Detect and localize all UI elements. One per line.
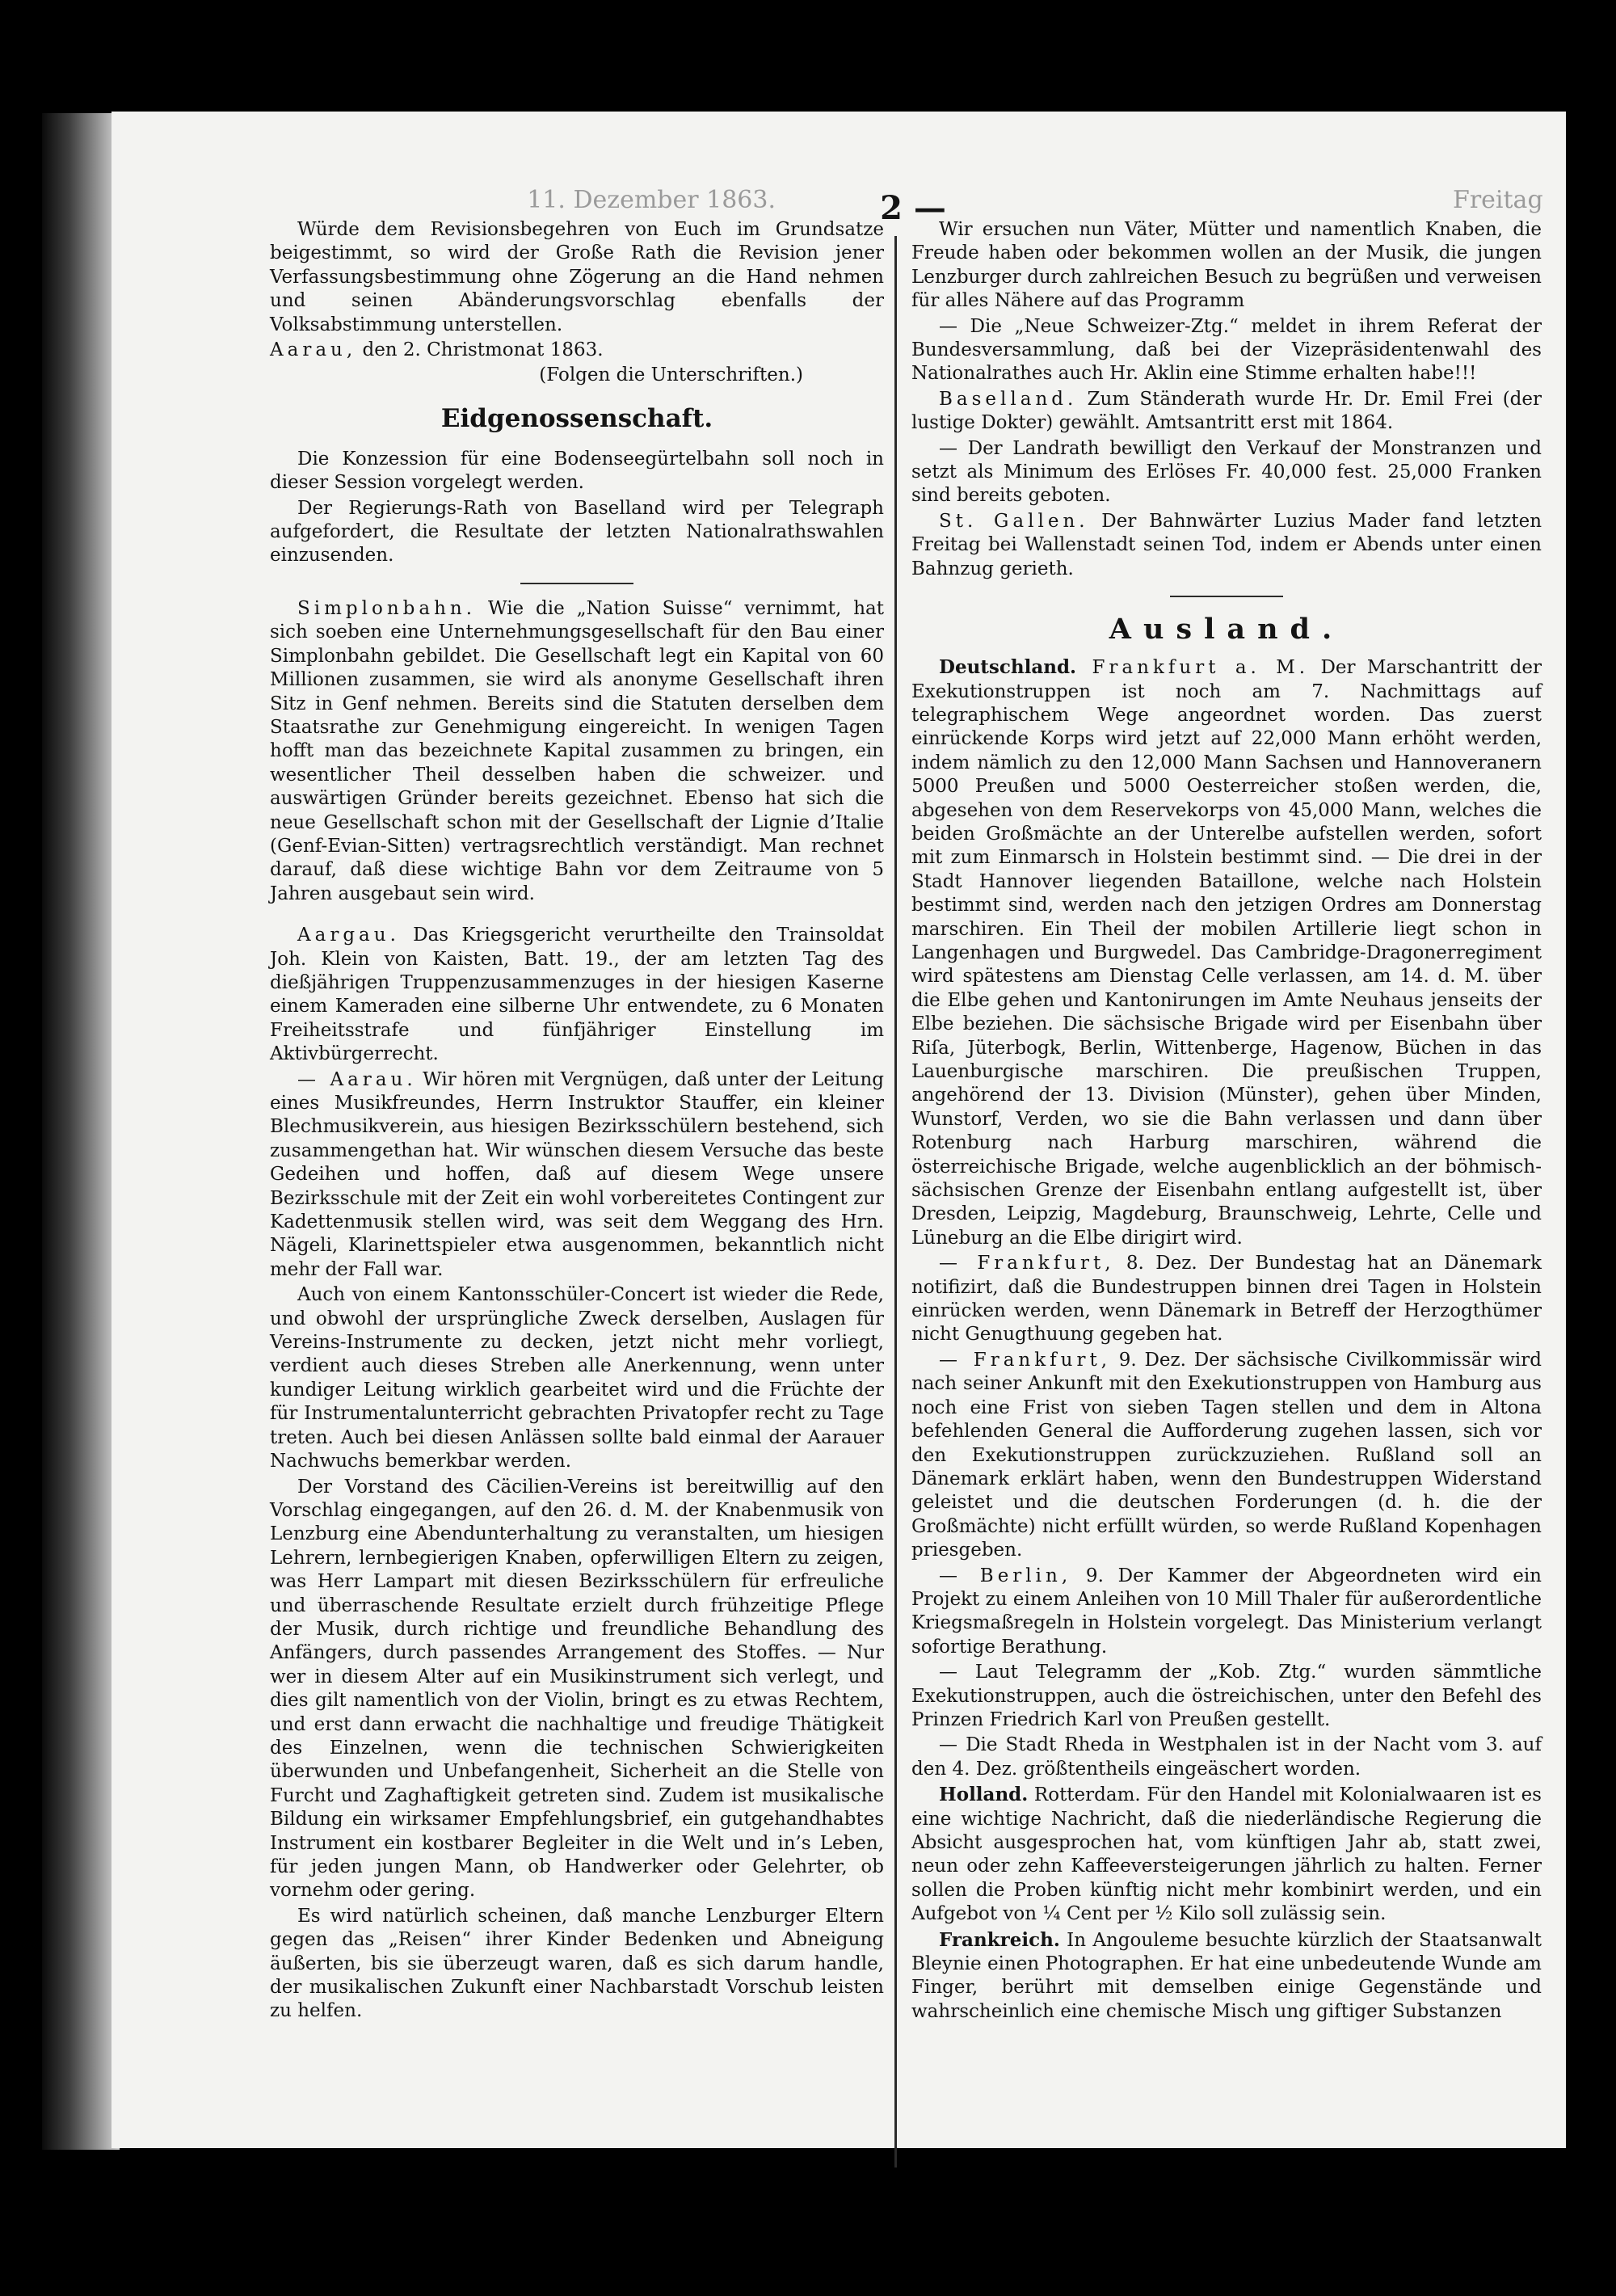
article-body: Zum Ständerath wurde Hr. Dr. Emil Frei (der lustige Dokter) gewählt. Amtsantritt erst mit 1864. — [911, 388, 1542, 434]
article-body: Der Bahnwärter Luzius Mader fand letzten Freitag bei Wallenstadt seinen Tod, indem er Abends unter einen Bahnzug gerieth. — [911, 510, 1542, 579]
article-paragraph — [911, 655, 1542, 1250]
article-place: Frankfurt a. M. — [1076, 657, 1310, 679]
article-paragraph: — Die „Neue Schweizer-Ztg.“ meldet in ihrem Referat der Bundesversammlung, daß bei der Vizepräsidentenwahl des Nationalrathes auch Hr. Aklin eine Stimme erhalten habe!!! — [911, 315, 1542, 385]
dateline-place: Aarau, — [270, 339, 357, 361]
article-lead: Holland. — [939, 1784, 1029, 1806]
column-divider — [894, 236, 897, 2168]
article-lead: — Frankfurt, — [939, 1253, 1115, 1274]
article-paragraph — [911, 1565, 1542, 1660]
article-paragraph — [270, 1068, 884, 1283]
article-body: Wir hören mit Vergnügen, daß unter der Leitung eines Musikfreundes, Herrn Instruktor Stauffer, ein kleiner Blechmusikverein, aus hiesigen Bezirksschülern bestehend, sich zusammengethan hat. Wir wünschen diesem Versuche das beste Gedeihen und hoffen, daß auf diesem Wege unsere Bezirksschule mit der Zeit ein wohl vorbereitetes Contingent zur Kadettenmusik stellen wird, was seit dem Weggang des Hrn. Nägeli, Klarinettspieler etwa ausgenommen, bekanntlich nicht mehr der Fall war. — [270, 1068, 884, 1280]
article-paragraph: Die Konzession für eine Bodenseegürtelbahn soll noch in dieser Session vorgelegt werden. — [270, 448, 884, 494]
article-paragraph: Auch von einem Kantonsschüler-Concert ist wieder die Rede, und obwohl der ursprüngliche Zweck derselben, Auslagen für Vereins-Instrumente zu decken, jetzt nicht mehr vorliegt, verdient auch dieses Streben alle Anerkennung, wenn unter kundiger Leitung wirklich gearbeitet wird und die Früchte der für Instrumentalunterricht gebrachten Privatopfer recht zu Tage treten. Auch bei diesen Anlässen sollte bald einmal der Aarauer Nachwuchs bemerkbar werden. — [270, 1284, 884, 1472]
article-body: Das Kriegsgericht verurtheilte den Trainsoldat Joh. Klein von Kaisten, Batt. 19., der am letzten Tag des dießjährigen Truppenzusammenzuges in der hiesigen Kaserne einem Kameraden eine silberne Uhr entwendete, zu 6 Monaten Freiheitsstrafe und fünfjähriger Einstellung im Aktivbürgerrecht. — [270, 925, 884, 1065]
article-paragraph: — Die Stadt Rheda in Westphalen ist in der Nacht vom 3. auf den 4. Dez. größtentheils eingeäschert worden. — [911, 1734, 1542, 1780]
left-column — [270, 218, 884, 2025]
dateline — [270, 339, 884, 362]
right-column — [911, 218, 1542, 2025]
article-paragraph: Wir ersuchen nun Väter, Mütter und namentlich Knaben, die Freude haben oder bekommen wollen an der Musik, die jungen Lenzburger durch zahlreichen Besuch zu begrüßen und verweisen für alles Nähere auf das Programm — [911, 219, 1542, 312]
section-rule — [520, 583, 633, 584]
article-lead: St. Gallen. — [939, 510, 1089, 532]
article-paragraph — [911, 388, 1542, 436]
article-paragraph — [911, 1349, 1542, 1563]
article-paragraph — [911, 1252, 1542, 1347]
article-body: Der Marschantritt der Exekutionstruppen ist noch am 7. Nachmittags auf telegraphischem Wege angeordnet worden. Das zuerst einrückende Korps wird jetzt auf 22,000 Mann erhöht werden, indem nämlich zu den 12,000 Mann Sachsen und Hannoveranern 5000 Preußen und 5000 Oesterreicher stoßen werden, die, abgesehen von dem Reservekorps von 45,000 Mann, welches die beiden Großmächte an der Unterelbe aufstellen werden, sofort mit zum Einmarsch in Holstein bestimmt sind. — Die drei in der Stadt Hannover liegenden Bataillone, welche nach Holstein bestimmt sind, werden nach den jetzigen Ordres am Donnerstag marschiren. Ein Theil der mobilen Artillerie liegt schon in Langenhagen und Burgwedel. Das Cambridge-Dragonerregiment wird spätestens am Dienstag Celle verlassen, am 14. d. M. über die Elbe gehen und Kantonirungen im Amte Neuhaus jenseits der Elbe beziehen. Die sächsische Brigade wird per Eisenbahn über Riſa, Jüterbogk, Berlin, Wittenberge, Hagenow, Büchen in das Lauenburgische marschiren. Die preußischen Truppen, angehörend der 13. Division (Münster), gehen über Minden, Wunstorf, Verden, wo sie die Bahn verlassen und dann über Rotenburg nach Harburg marschiren, während die österreichische Brigade, welche augenblicklich an der böhmisch-sächsischen Grenze der Eisenbahn entlang aufgestellt ist, über Dresden, Leipzig, Magdeburg, Braunschweig, Lehrte, Celle und Lüneburg an die Elbe dirigirt wird. — [911, 657, 1542, 1249]
bleed-through-weekday: Freitag — [1453, 186, 1543, 214]
article-body: In Angouleme besuchte kürzlich der Staatsanwalt Bleynie einen Photographen. Er hat eine unbedeutende Wunde am Finger, berührt mit demselben einige Gegenstände und wahrscheinlich eine chemische Misch ung giftiger Substanzen — [911, 1929, 1542, 2022]
article-paragraph: Der Vorstand des Cäcilien-Vereins ist bereitwillig auf den Vorschlag eingegangen, auf den 26. d. M. der Knabenmusik von Lenzburg eine Abendunterhaltung zu veranstalten, um hiesigen Lehrern, lernbegierigen Knaben, opferwilligen Eltern zu zeigen, was Herr Lampart mit diesen Bezirksschülern für erfreuliche und überraschende Resultate erzielt durch frühzeitige Pflege der Musik, durch richtige und freundliche Behandlung des Anfängers, durch passendes Arrangement des Stoffes. — Nur wer in diesem Alter auf ein Musikinstrument sich verlegt, und dies gilt namentlich von der Violin, bringt es zu etwas Rechtem, und erst dann erwacht die nachhaltige und freudige Thätigkeit des Einzelnen, wenn die technischen Schwierigkeiten überwunden und Unbefangenheit, Sicherheit an die Stelle von Furcht und Zaghaftigkeit getreten sind. Zudem ist musikalische Bildung ein wirksamer Empfehlungsbrief, ein gutgehandhabtes Instrument ein kostbarer Begleiter in die Welt und in’s Leben, für jeden jungen Mann, ob Handwerker oder Gelehrter, ob vornehm oder gering. — [270, 1476, 884, 1902]
bleed-through-dateline: 11. Dezember 1863. — [527, 186, 776, 214]
section-heading-ausland: Ausland. — [1109, 613, 1345, 647]
article-paragraph — [270, 924, 884, 1066]
article-lead: Baselland. — [939, 388, 1078, 410]
article-paragraph — [911, 1783, 1542, 1926]
article-lead: — Aarau. — [297, 1068, 417, 1090]
book-spine-edge — [42, 113, 120, 2150]
article-paragraph: Es wird natürlich scheinen, daß manche Lenzburger Eltern gegen das „Reisen“ ihrer Kinder Bedenken und Abneigung äußerten, bis sie überzeugt waren, daß es sich darum handle, der musikalischen Zukunft einer Nachbarstadt Vorschub leisten zu helfen. — [270, 1905, 884, 2022]
article-body: Wie die „Nation Suisse“ vernimmt, hat sich soeben eine Unternehmungsgesellschaft für den Bau einer Simplonbahn gebildet. Die Gesellschaft legt ein Kapital von 60 Millionen zusammen, sie wird als anonyme Gesellschaft ihren Sitz in Genf nehmen. Bereits sind die Statuten derselben dem Staatsrathe zur Genehmigung eingereicht. In wenigen Tagen hofft man das bezeichnete Kapital zusammen zu bringen, ein wesentlicher Theil desselben haben die schweizer. und auswärtigen Gründer bereits gezeichnet. Ebenso hat sich die neue Gesellschaft schon mit der Gesellschaft der Lignie d’Italie (Genf-Evian-Sitten) vertragsrechtlich verständigt. Man rechnet darauf, daß diese wichtige Bahn vor dem Zeitraume von 5 Jahren ausgebaut sein wird. — [270, 597, 884, 904]
article-lead: Deutschland. — [939, 656, 1077, 679]
article-body: 9. Dez. Der sächsische Civilkommissär wird nach seiner Ankunft mit den Exekutionstruppen von Hamburg aus noch eine Frist von sieben Tagen stellen und dem in Altona befehlenden General die Aufforderung zugehen lassen, sich vor den Exekutionstruppen zurückzuziehen. Rußland soll an Dänemark erklärt haben, wenn den Bundestruppen Widerstand geleistet und die deutschen Forderungen (d. h. die der Großmächte) nicht erfüllt würden, so werde Rußland Kopenhagen priesgeben. — [911, 1349, 1542, 1561]
article-paragraph: — Der Landrath bewilligt den Verkauf der Monstranzen und setzt als Minimum des Erlöses Fr. 40,000 fest. 25,000 Franken sind bereits geboten. — [911, 437, 1542, 507]
section-rule — [1170, 596, 1283, 597]
article-paragraph — [270, 597, 884, 906]
article-paragraph: — Laut Telegramm der „Kob. Ztg.“ wurden sämmtliche Exekutionstruppen, auch die östreichischen, unter den Befehl des Prinzen Friedrich Karl von Preußen gestellt. — [911, 1662, 1542, 1730]
signatures-note: (Folgen die Unterschriften.) — [539, 364, 803, 386]
article-paragraph: Würde dem Revisionsbegehren von Euch im Grundsatze beigestimmt, so wird der Große Rath die Revision jener Verfassungsbestimmung ohne Zögerung an die Hand nehmen und seinen Abänderungsvorschlag ebenfalls der Volksabstimmung unterstellen. — [270, 219, 884, 335]
article-paragraph — [911, 510, 1542, 581]
article-lead: — Berlin, — [939, 1565, 1072, 1586]
article-paragraph: Der Regierungs-Rath von Baselland wird per Telegraph aufgefordert, die Resultate der letzten Nationalrathswahlen einzusenden. — [270, 497, 884, 567]
dateline-date: den 2. Christmonat 1863. — [356, 339, 604, 361]
article-body: Rotterdam. Für den Handel mit Kolonialwaaren ist es eine wichtige Nachricht, daß die niederländische Regierung die Absicht ausgesprochen hat, vom künftigen Jahr ab, statt zwei, neun oder zehn Kaffeeversteigerungen jährlich zu halten. Ferner sollen die Proben künftig nicht mehr kombinirt werden, und ein Aufgebot von ¼ Cent per ½ Kilo soll zulässig sein. — [911, 1784, 1542, 1925]
article-lead: — Frankfurt, — [939, 1349, 1112, 1371]
article-body: 9. Der Kammer der Abgeordneten wird ein Projekt zu einem Anleihen von 10 Mill Thaler für außerordentliche Kriegsmaßregeln in Holstein vorgelegt. Das Ministerium verlangt sofortige Berathung. — [911, 1565, 1542, 1658]
article-lead: Simplonbahn. — [297, 597, 477, 619]
section-heading-eidgenossenschaft: Eidgenossenschaft. — [440, 403, 713, 433]
article-body: 8. Dez. Der Bundestag hat an Dänemark notifizirt, daß die Bundestruppen binnen drei Tagen in Holstein einrücken werden, wenn Dänemark in Betreff der Herzogthümer nicht Genugthuung gegeben hat. — [911, 1253, 1542, 1346]
article-lead: Frankreich. — [939, 1928, 1060, 1951]
article-lead: Aargau. — [297, 925, 400, 946]
page-number: 2 — — [880, 189, 946, 227]
article-paragraph — [911, 1928, 1542, 2024]
